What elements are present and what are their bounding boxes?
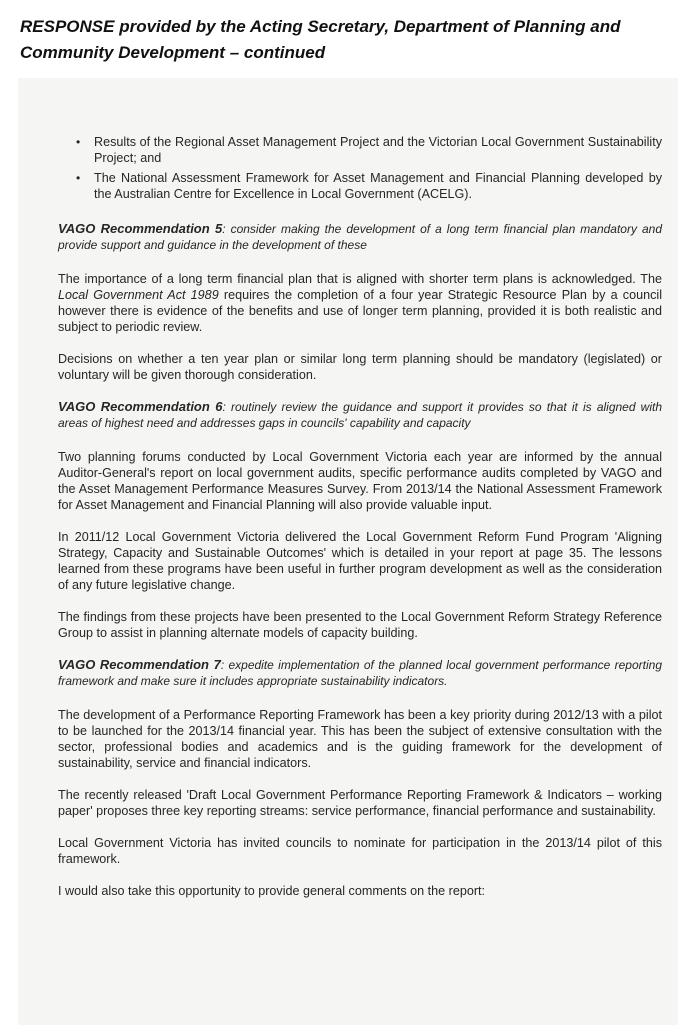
paragraph: Local Government Victoria has invited councils to nominate for participation in the 2013/14 pilot of this framework. — [58, 836, 662, 866]
recommendation-label: VAGO Recommendation 5 — [58, 221, 223, 236]
recommendation-label: VAGO Recommendation 6 — [58, 399, 223, 414]
paragraph-text: requires the completion of a four year Strategic Resource Plan by a council however there is evidence of the benefits and use of longer term planning, provided it is both realistic and subject to periodic review. — [58, 288, 662, 334]
paragraph: The findings from these projects have been presented to the Local Government Reform Strategy Reference Group to assist in planning alternate models of capacity building. — [58, 610, 662, 640]
bullet-item: • Results of the Regional Asset Management Project and the Victorian Local Government Sustainability Project; and — [94, 134, 662, 166]
header-line-2: Community Development – continued — [20, 43, 326, 62]
recommendation-6 — [58, 399, 662, 431]
act-title: Local Government Act 1989 — [58, 288, 219, 302]
recommendation-text: : expedite implementation of the planned local government performance reporting framework and make sure it includes appropriate sustainability indicators. — [58, 658, 662, 688]
paragraph: The recently released 'Draft Local Government Performance Reporting Framework & Indicators – working paper' proposes three key reporting streams: service performance, financial performance and sustainability. — [58, 788, 662, 818]
paragraph: I would also take this opportunity to provide general comments on the report: — [58, 884, 486, 898]
letter-body — [58, 134, 662, 915]
header-line-1: RESPONSE provided by the Acting Secretary, Department of Planning and — [20, 17, 621, 36]
paragraph: Decisions on whether a ten year plan or similar long term planning should be mandatory (legislated) or voluntary will be given thorough consideration. — [58, 352, 662, 382]
bullet-item: • The National Assessment Framework for Asset Management and Financial Planning developed by the Australian Centre for Excellence in Local Government (ACELG). — [94, 170, 662, 202]
recommendation-7 — [58, 657, 662, 689]
page-header — [20, 14, 670, 66]
paragraph: Two planning forums conducted by Local Government Victoria each year are informed by the annual Auditor-General's report on local government audits, specific performance audits completed by VAGO and the Asset Management Performance Measures Survey. From 2013/14 the National Assessment Framework for Asset Management and Financial Planning will also provide valuable input. — [58, 450, 662, 512]
paragraph — [58, 271, 662, 335]
recommendation-5 — [58, 221, 662, 253]
recommendation-text: : consider making the development of a long term financial plan mandatory and provide support and guidance in the development of these — [58, 222, 663, 252]
bullet-list — [58, 134, 662, 202]
recommendation-label: VAGO Recommendation 7 — [58, 657, 221, 672]
paragraph: The development of a Performance Reporting Framework has been a key priority during 2012/13 with a pilot to be launched for the 2013/14 financial year. This has been the subject of extensive consultation with the sector, professional bodies and academics and is the guiding framework for the development of sustainability, service and financial indicators. — [58, 708, 662, 770]
recommendation-text: : routinely review the guidance and support it provides so that it is aligned with areas of highest need and addresses gaps in councils' capability and capacity — [58, 400, 663, 430]
paragraph-text: The importance of a long term financial plan that is aligned with shorter term plans is acknowledged. The — [58, 272, 662, 286]
paragraph: In 2011/12 Local Government Victoria delivered the Local Government Reform Fund Program 'Aligning Strategy, Capacity and Sustainable Outcomes' which is detailed in your report at page 35. The lessons learned from these programs have been useful in further program development as well as the consideration of any future legislative change. — [58, 530, 662, 592]
